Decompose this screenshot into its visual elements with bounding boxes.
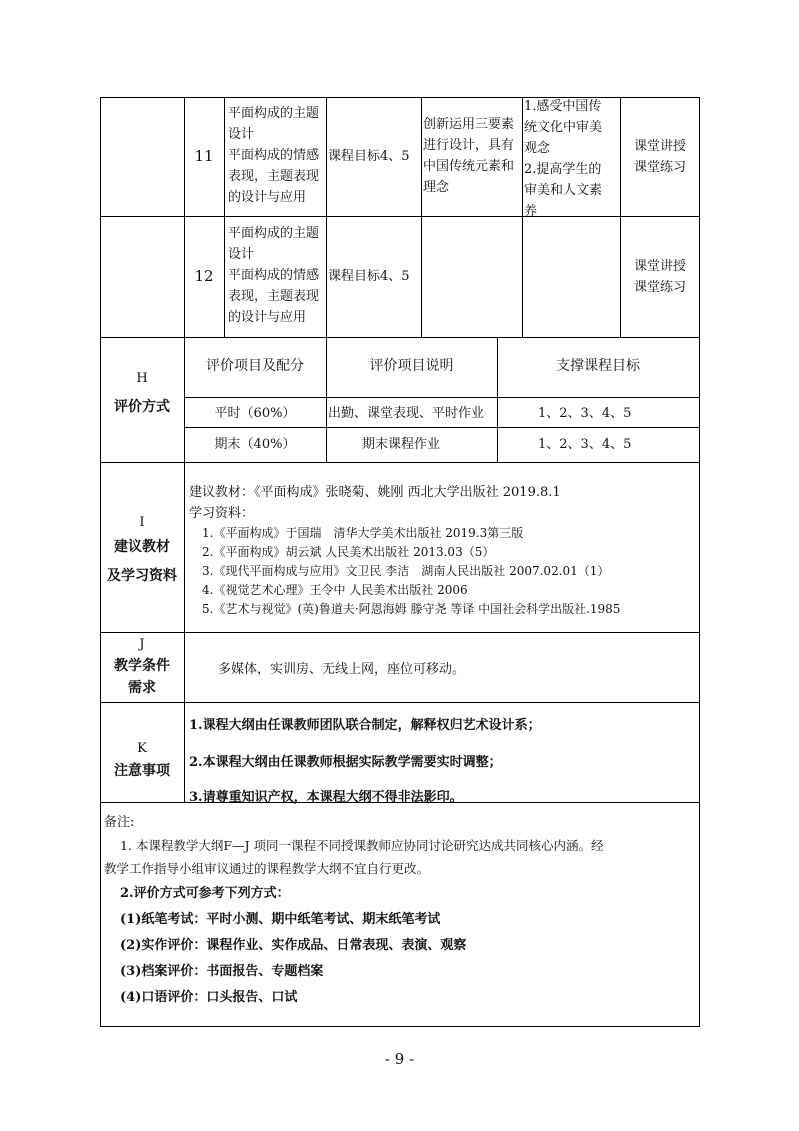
materials-list <box>202 524 620 619</box>
row-goal: 课程目标4、5 <box>328 149 410 164</box>
section-label: 及学习资料 <box>107 568 177 584</box>
list-item: 5.《艺术与视觉》(英)鲁道夫·阿恩海姆 滕守尧 等译 中国社会科学出版社.1985 <box>202 602 621 616</box>
list-item: 3.《现代平面构成与应用》文卫民 李洁 湖南人民出版社 2007.02.01（1） <box>202 564 610 578</box>
notes-line: 教学工作指导小组审议通过的课程教学大纲不宜自行更改。 <box>104 861 430 876</box>
eval-item-goals: 1、2、3、4、5 <box>538 406 632 421</box>
row-method: 课堂讲授 课堂练习 <box>633 139 686 175</box>
materials-title: 学习资料： <box>189 506 255 521</box>
row-number: 11 <box>194 147 214 165</box>
textbook: 建议教材：《平面构成》张晓菊、姚刚 西北大学出版社 2019.8.1 <box>189 485 561 500</box>
notes-title: 备注: <box>104 815 135 830</box>
eval-item-name: 平时（60%） <box>214 406 296 421</box>
notes-line: 1. 本课程教学大纲F—J 项同一课程不同授课教师应协同讨论研究达成共同核心内涵。经 <box>120 838 604 853</box>
table-header: 评价项目及配分 <box>206 358 304 374</box>
section-label: 注意事项 <box>114 763 170 779</box>
teaching-conditions: 多媒体，实训房、无线上网，座位可移动。 <box>218 662 466 677</box>
row-ideology: 1.感受中国传 统文化中审美 观念 2.提高学生的 审美和人文素 养 <box>524 99 603 219</box>
page-number: - 9 - <box>384 1050 415 1068</box>
section-letter: J <box>139 637 145 652</box>
list-item: 1.《平面构成》于国瑞 清华大学美术出版社 2019.3第三版 <box>202 526 524 540</box>
notes-method: (2)实作评价：课程作业、实作成品、日常表现、表演、观察 <box>120 938 467 953</box>
eval-item-desc: 出勤、课堂表现、平时作业 <box>328 406 485 421</box>
table-header: 评价项目说明 <box>369 358 454 374</box>
notice-item: 3.请尊重知识产权，本课程大纲不得非法影印。 <box>189 790 463 805</box>
row-number: 12 <box>194 267 214 285</box>
notes-line: 2.评价方式可参考下列方式： <box>120 886 290 901</box>
section-label: 评价方式 <box>114 399 170 415</box>
section-letter: H <box>136 371 148 386</box>
section-label: 建议教材 <box>114 539 170 555</box>
notice-item: 2.本课程大纲由任课教师根据实际教学需要实时调整； <box>189 755 502 770</box>
section-letter: K <box>137 741 147 756</box>
section-letter: I <box>139 515 145 530</box>
row-method: 课堂讲授 课堂练习 <box>633 259 686 295</box>
section-label: 需求 <box>128 680 156 696</box>
list-item: 2.《平面构成》胡云斌 人民美术出版社 2013.03（5） <box>202 545 495 559</box>
notes-method: (3)档案评价：书面报告、专题档案 <box>120 964 324 979</box>
eval-item-desc: 期末课程作业 <box>362 437 441 452</box>
section-label: 教学条件 <box>114 658 170 674</box>
row-goal: 课程目标4、5 <box>328 269 410 284</box>
row-content: 平面构成的主题 设计 平面构成的情感 表现，主题表现 的设计与应用 <box>228 226 320 325</box>
list-item: 4.《视觉艺术心理》王令中 人民美术出版社 2006 <box>202 583 468 597</box>
notes-method: (4)口语评价：口头报告、口试 <box>120 990 298 1005</box>
row-content: 平面构成的主题 设计 平面构成的情感 表现，主题表现 的设计与应用 <box>228 106 320 205</box>
row-requirement: 创新运用三要素 进行设计，具有 中国传统元素和 理念 <box>423 117 515 195</box>
notice-item: 1.课程大纲由任课教师团队联合制定，解释权归艺术设计系； <box>189 718 541 733</box>
eval-item-name: 期末（40%） <box>214 437 296 452</box>
eval-item-goals: 1、2、3、4、5 <box>538 437 632 452</box>
notes-method: (1)纸笔考试：平时小测、期中纸笔考试、期末纸笔考试 <box>120 912 441 927</box>
table-header: 支撑课程目标 <box>556 358 640 374</box>
